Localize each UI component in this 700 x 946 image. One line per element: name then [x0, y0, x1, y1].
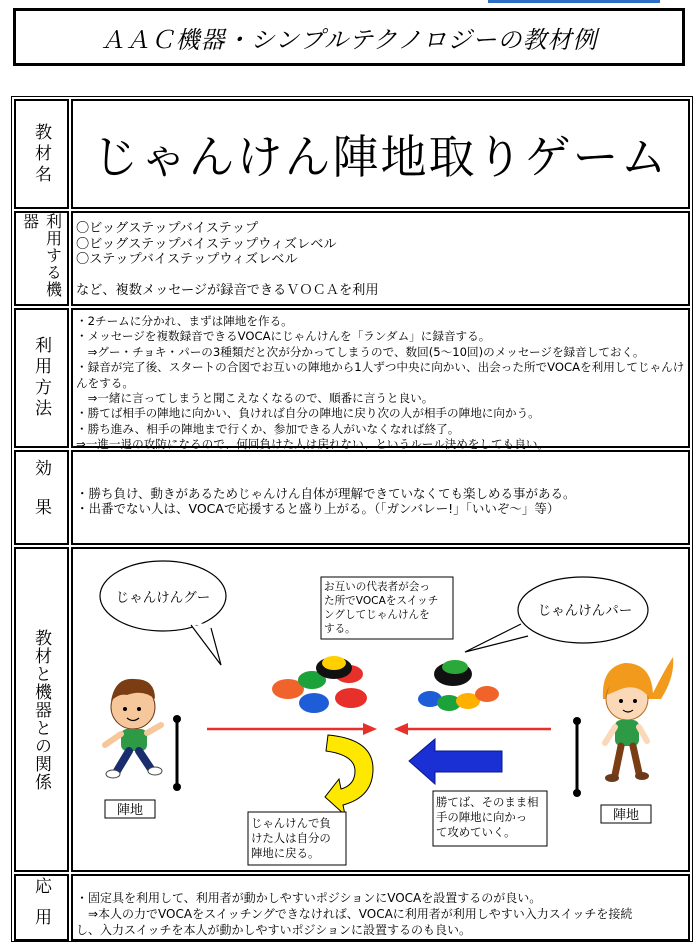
- row-effect: [12, 450, 692, 545]
- relation-diagram: [73, 549, 688, 870]
- effect-line: ・出番でない人は、VOCAで応援すると盛り上がる。（「ガンバレー!」「いいぞ～」等）: [76, 501, 560, 516]
- note-top: [321, 577, 453, 639]
- top-accent-line: [488, 0, 660, 3]
- voca-switch-icon: [418, 660, 499, 711]
- note-top-line: た所でVOCAをスイッチ: [324, 595, 439, 607]
- yellow-return-arrow-icon: [325, 735, 373, 815]
- note-win: [433, 791, 547, 846]
- note-lose: [248, 812, 346, 865]
- note-top-line: する。: [324, 623, 356, 635]
- note-win-line: 勝てば、そのまま相: [436, 795, 539, 809]
- note-lose-line: じゃんけんで負: [251, 816, 331, 830]
- material-name-text: じゃんけん陣地取りゲーム: [92, 130, 669, 184]
- method-line: ⇒一緒に言ってしまうと聞こえなくなるので、順番に言うと良い。: [76, 391, 434, 406]
- content-relation: [71, 547, 690, 872]
- right-base-pole: [573, 717, 581, 797]
- boy-runner-icon: [105, 679, 162, 778]
- note-win-line: 手の陣地に向かっ: [436, 810, 528, 824]
- speech-bubble-left: [100, 561, 226, 665]
- note-top-line: お互いの代表者が会っ: [324, 581, 430, 593]
- note-top-line: ングしてじゃんけんを: [324, 609, 430, 621]
- material-sheet: [11, 96, 693, 942]
- method-line: ⇒グー・チョキ・パーの3種類だと次が分かってしまうので、数回(5～10回)のメッセージを録音しておく。: [76, 344, 645, 359]
- label-application: 応用: [14, 874, 69, 941]
- content-effect: [71, 450, 690, 545]
- bubble-left-text: じゃんけんグー: [115, 590, 211, 606]
- blue-arrow-icon: [409, 739, 502, 784]
- method-line: ・勝ち進み、相手の陣地まで行くか、参加できる人がいなくなれば終了。: [76, 421, 460, 436]
- row-devices: [12, 211, 692, 306]
- content-devices: [71, 211, 690, 306]
- left-base-label: 陣地: [116, 803, 144, 818]
- row-usage-method: [12, 308, 692, 452]
- note-win-line: て攻めていく。: [436, 825, 516, 839]
- method-line: んをする。: [76, 375, 134, 390]
- row-application: [12, 874, 692, 941]
- voca-switch-icon: [272, 656, 367, 713]
- device-item: 〇ビッグステップバイステップウィズレベル: [76, 236, 337, 252]
- note-lose-line: けた人は自分の: [251, 831, 331, 845]
- label-effect: 効果: [14, 450, 69, 545]
- red-arrow-icon: [207, 723, 551, 735]
- page-title: ＡＡＣ機器・シンプルテクノロジーの教材例: [100, 25, 598, 54]
- content-application: [71, 874, 690, 941]
- content-material-name: [71, 99, 690, 209]
- application-line: ・固定具を利用して、利用者が動かしやすいポジションにVOCAを設置するのが良い。: [76, 891, 542, 905]
- left-base-pole: [173, 715, 181, 791]
- application-line: し、入力スイッチを本人が動かしやすいポジションに設置するのも良い。: [76, 923, 471, 937]
- effect-line: ・勝ち負け、動きがあるためじゃんけん自体が理解できていなくても楽しめる事がある。: [76, 486, 576, 501]
- label-relation: 教材と機器との関係: [14, 547, 69, 872]
- method-line: ・メッセージを複数録音できるVOCAにじゃんけんを「ランダム」に録音する。: [76, 329, 491, 344]
- method-line: ・録音が完了後、スタートの合図でお互いの陣地から1人ずつ中央に向かい、出会った所でVOCAを利用してじゃんけ: [76, 360, 685, 375]
- page-title-box: [13, 8, 685, 66]
- content-usage-method: [71, 308, 690, 452]
- right-base-label: 陣地: [612, 808, 640, 823]
- application-line: ⇒本人の力でVOCAをスイッチングできなければ、VOCAに利用者が利用しやすい入力スイッチを接続: [76, 907, 633, 921]
- method-line: ⇒一進一退の攻防になるので、何回負けた人は戻れない、というルール決めをしても良い。: [76, 437, 550, 452]
- row-relation: [12, 547, 692, 872]
- bubble-right-text: じゃんけんパー: [537, 603, 633, 619]
- device-item: 〇ステップバイステップウィズレベル: [76, 252, 298, 268]
- speech-bubble-right: [465, 577, 648, 652]
- device-note: など、複数メッセージが録音できるＶＯＣＡを利用: [76, 282, 379, 298]
- label-devices: 利用する機器: [14, 211, 69, 306]
- girl-walker-icon: [603, 657, 673, 782]
- method-line: ・勝てば相手の陣地に向かい、負ければ自分の陣地に戻り次の人が相手の陣地に向かう。: [76, 406, 540, 421]
- label-usage-method: 利用方法: [14, 308, 69, 448]
- label-material-name: 教材名: [14, 99, 69, 209]
- row-material-name: [12, 99, 692, 209]
- method-line: ・2チームに分かれ、まずは陣地を作る。: [76, 314, 293, 328]
- note-lose-line: 陣地に戻る。: [251, 846, 320, 860]
- device-item: 〇ビッグステップバイステップ: [76, 221, 259, 236]
